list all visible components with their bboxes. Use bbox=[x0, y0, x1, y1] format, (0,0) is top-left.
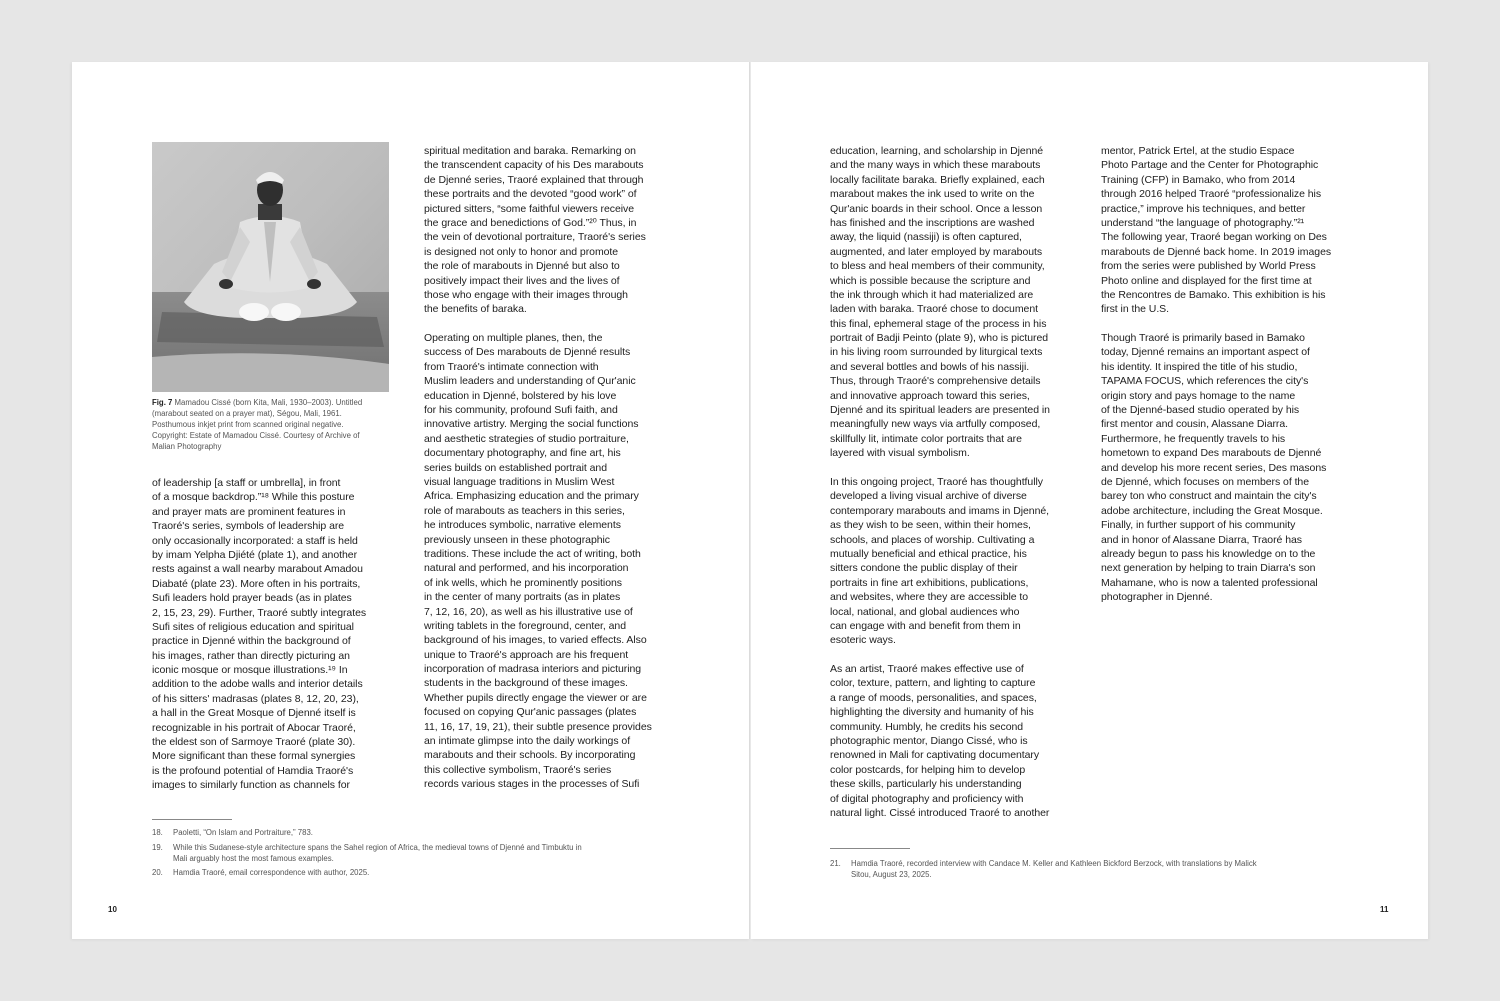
footnote-text: Hamdia Traoré, recorded interview with Candace M. Keller and Kathleen Bickford Berzock, with translations by Malick bbox=[851, 859, 1257, 868]
body-text-line: portraits in fine art exhibitions, publications, bbox=[830, 576, 1029, 589]
body-text-line: in the center of many portraits (as in plates bbox=[424, 591, 621, 604]
body-text-line: an intimate glimpse into the daily workings of bbox=[424, 735, 631, 748]
body-text-line: sitters condone the public display of their bbox=[830, 562, 1018, 575]
body-text-line: students in the background of these images. bbox=[424, 677, 628, 690]
body-text-line: of his sitters' madrasas (plates 8, 12, 20, 23), bbox=[152, 692, 359, 705]
left-page bbox=[72, 62, 750, 939]
caption-line: Mamadou Cissé (born Kita, Mali, 1930–2003). Untitled bbox=[174, 398, 363, 407]
body-text-line: as they wish to be seen, within their homes, bbox=[830, 519, 1031, 532]
page-number: 10 bbox=[108, 905, 117, 914]
body-text-line: incorporation of madrasa interiors and picturing bbox=[424, 663, 642, 676]
footnote bbox=[152, 843, 582, 865]
body-text-line: layered with visual symbolism. bbox=[830, 447, 970, 460]
body-text-line: color postcards, for helping him to develop bbox=[830, 763, 1026, 776]
figure-label: Fig. 7 bbox=[152, 398, 173, 407]
footnote-rule bbox=[830, 848, 910, 849]
body-text-line: the ink through which it had materialized are bbox=[830, 288, 1034, 301]
body-text-line: series builds on established portrait and bbox=[424, 461, 607, 474]
body-text-line: augmented, and later employed by marabouts bbox=[830, 245, 1043, 258]
footnote-text: While this Sudanese-style architecture spans the Sahel region of Africa, the medieval towns of Djenné and Timbuktu in bbox=[173, 842, 582, 852]
body-text-line: Training (CFP) in Bamako, who from 2014 bbox=[1101, 173, 1296, 186]
body-text-line: the vein of devotional portraiture, Traoré's series bbox=[424, 231, 646, 244]
body-text-line: origin story and pays homage to the name bbox=[1101, 389, 1296, 402]
body-text-line: The following year, Traoré began working on Des bbox=[1101, 231, 1327, 244]
body-text-line: only occasionally incorporated: a staff is held bbox=[152, 534, 358, 547]
body-text-line: success of Des marabouts de Djenné results bbox=[424, 346, 631, 359]
body-text-line: Photo online and displayed for the first time at bbox=[1101, 274, 1312, 287]
body-text-line: Whether pupils directly engage the viewer or are bbox=[424, 691, 647, 704]
body-text-line: the benefits of baraka. bbox=[424, 303, 527, 316]
body-text-line: a range of moods, personalities, and spaces, bbox=[830, 691, 1037, 704]
body-text-line: Diabaté (plate 23). More often in his portraits, bbox=[152, 577, 361, 590]
body-text-line: Qur'anic boards in their school. Once a lesson bbox=[830, 202, 1043, 215]
body-text-line: esoteric ways. bbox=[830, 634, 896, 647]
body-text-line: hometown to expand Des marabouts de Djenné bbox=[1101, 447, 1322, 460]
body-text-line: by imam Yelpha Djiété (plate 1), and another bbox=[152, 548, 358, 561]
body-text-line: color, texture, pattern, and lighting to capture bbox=[830, 677, 1036, 690]
body-text-line: 11, 16, 17, 19, 21), their subtle presence provides bbox=[424, 720, 652, 733]
body-text-line: role of marabouts as teachers in this series, bbox=[424, 504, 625, 517]
body-text-line: traditions. These include the act of writing, both bbox=[424, 547, 641, 560]
body-text-line: already begun to pass his knowledge on to the bbox=[1101, 547, 1316, 560]
body-text-line: marabouts de Djenné back home. In 2019 images bbox=[1101, 245, 1332, 258]
body-text-line: mutually beneficial and ethical practice, his bbox=[830, 547, 1027, 560]
body-text-line: practice in Djenné within the background of bbox=[152, 635, 351, 648]
body-text-line: marabouts and their schools. By incorporating bbox=[424, 749, 636, 762]
footnote-text: Mali arguably host the most famous examples. bbox=[173, 853, 334, 863]
body-text-line: unique to Traoré's approach are his frequent bbox=[424, 648, 629, 661]
body-text-line: meaningfully new ways via artfully composed, bbox=[830, 418, 1041, 431]
body-text-line: Thus, through Traoré's comprehensive details bbox=[830, 375, 1041, 388]
body-text-line: Africa. Emphasizing education and the primary bbox=[424, 490, 639, 503]
caption-line: Posthumous inkjet print from scanned original negative. bbox=[152, 420, 344, 429]
body-text-line: the transcendent capacity of his Des marabouts bbox=[424, 159, 644, 172]
body-text-line: education, learning, and scholarship in Djenné bbox=[830, 145, 1044, 157]
footnote bbox=[152, 828, 582, 839]
figure-caption bbox=[152, 397, 362, 452]
body-text-line: documentary photography, and fine art, his bbox=[424, 447, 621, 460]
body-text-line: and develop his more recent series, Des masons bbox=[1101, 461, 1327, 474]
body-text-line: Photo Partage and the Center for Photographic bbox=[1101, 159, 1319, 172]
figure-photo bbox=[152, 142, 389, 392]
body-text-line: contemporary marabouts and imams in Djenné, bbox=[830, 504, 1050, 517]
caption-line: (marabout seated on a prayer mat), Ségou, Mali, 1961. bbox=[152, 409, 342, 418]
body-text-line: is the profound potential of Hamdia Traoré's bbox=[152, 764, 354, 777]
body-text-line: recognizable in his portrait of Abocar Traoré, bbox=[152, 721, 356, 734]
caption-line: Malian Photography bbox=[152, 442, 222, 451]
body-text-line: background of his images, to varied effects. Also bbox=[424, 634, 647, 647]
footnotes bbox=[152, 828, 582, 883]
caption-line: Copyright: Estate of Mamadou Cissé. Courtesy of Archive of bbox=[152, 431, 360, 440]
body-text-line: positively impact their lives and the lives of bbox=[424, 274, 620, 287]
body-text-line: those who engage with their images through bbox=[424, 288, 628, 301]
body-text-line: this collective symbolism, Traoré's series bbox=[424, 763, 612, 776]
footnote-number: 20. bbox=[152, 868, 163, 878]
body-text-line: he introduces symbolic, narrative elements bbox=[424, 519, 621, 532]
body-text-line: pictured sitters, “some faithful viewers receive bbox=[424, 202, 635, 215]
body-text-line: his images, rather than directly picturing an bbox=[152, 649, 350, 662]
body-text-line: natural light. Cissé introduced Traoré to another bbox=[830, 806, 1050, 819]
body-text-line: and websites, where they are accessible to bbox=[830, 591, 1029, 604]
body-text-line: Sufi sites of religious education and spiritual bbox=[152, 620, 354, 633]
body-text-line: community. Humbly, he credits his second bbox=[830, 720, 1024, 733]
body-text-line: adobe architecture, including the Great Mosque. bbox=[1101, 504, 1323, 517]
body-text-line: his identity. It inspired the title of his studio, bbox=[1101, 360, 1298, 373]
body-text-line: marabout makes the ink used to write on the bbox=[830, 188, 1035, 201]
body-text-line: Sufi leaders hold prayer beads (as in plates bbox=[152, 592, 352, 605]
body-text-line: education in Djenné, bolstered by his love bbox=[424, 389, 617, 402]
body-text-line: the eldest son of Sarmoye Traoré (plate 30). bbox=[152, 736, 356, 749]
body-text-line: a hall in the Great Mosque of Djenné itself is bbox=[152, 707, 356, 720]
body-text-line: and innovative approach toward this series, bbox=[830, 389, 1030, 402]
body-text-line: through 2016 helped Traoré “professionalize his bbox=[1101, 188, 1322, 201]
body-text-line: spiritual meditation and baraka. Remarking on bbox=[424, 145, 636, 157]
body-text-line: is designed not only to honor and promote bbox=[424, 245, 619, 258]
right-column-1 bbox=[830, 144, 1050, 820]
body-text-line: focused on copying Qur'anic passages (plates bbox=[424, 706, 637, 719]
body-text-line: As an artist, Traoré makes effective use of bbox=[830, 663, 1024, 676]
body-text-line: photographer in Djenné. bbox=[1101, 591, 1213, 604]
body-text-line: of a mosque backdrop.”¹⁸ While this posture bbox=[152, 491, 355, 504]
body-text-line: iconic mosque or mosque illustrations.¹⁹ In bbox=[152, 664, 348, 677]
body-text-line: understand “the language of photography.”²¹ bbox=[1101, 216, 1305, 229]
body-text-line: which is possible because the scripture and bbox=[830, 274, 1031, 287]
body-text-line: renowned in Mali for captivating documentary bbox=[830, 749, 1040, 762]
body-text-line: of digital photography and proficiency with bbox=[830, 792, 1024, 805]
body-text-line: the role of marabouts in Djenné but also to bbox=[424, 260, 620, 273]
body-text-line: locally facilitate baraka. Briefly explained, each bbox=[830, 173, 1045, 186]
body-text-line: these skills, particularly his understanding bbox=[830, 778, 1022, 791]
body-text-line: local, national, and global audiences who bbox=[830, 605, 1020, 618]
body-text-line: Finally, in further support of his community bbox=[1101, 519, 1296, 532]
body-text-line: highlighting the diversity and humanity of his bbox=[830, 706, 1034, 719]
footnote-text: Sitou, August 23, 2025. bbox=[851, 869, 932, 879]
paragraph-gap bbox=[1101, 317, 1331, 331]
paragraph-gap bbox=[424, 317, 652, 331]
body-text-line: can engage with and benefit from them in bbox=[830, 619, 1021, 632]
body-text-line: rests against a wall nearby marabout Amadou bbox=[152, 563, 363, 576]
left-column-1 bbox=[152, 476, 366, 793]
body-text-line: to bless and heal members of their community, bbox=[830, 260, 1045, 273]
body-text-line: Muslim leaders and understanding of Qur'anic bbox=[424, 375, 636, 388]
body-text-line: Traoré's series, symbols of leadership are bbox=[152, 520, 345, 533]
footnote bbox=[830, 859, 1257, 881]
body-text-line: skillfully lit, intimate color portraits that are bbox=[830, 432, 1022, 445]
body-text-line: barey ton who construct and maintain the city's bbox=[1101, 490, 1317, 503]
body-text-line: previously unseen in these photographic bbox=[424, 533, 611, 546]
body-text-line: from Traoré's intimate connection with bbox=[424, 360, 599, 373]
footnote-text: Paoletti, “On Islam and Portraiture,” 783. bbox=[173, 828, 313, 837]
page-number: 11 bbox=[1380, 905, 1389, 914]
body-text-line: away, the liquid (nassiji) is often captured, bbox=[830, 231, 1022, 244]
photo-image bbox=[152, 142, 389, 392]
left-column-2 bbox=[424, 144, 652, 792]
body-text-line: the Rencontres de Bamako. This exhibition is his bbox=[1101, 288, 1326, 301]
footnote-number: 19. bbox=[152, 842, 163, 852]
body-text-line: Operating on multiple planes, then, the bbox=[424, 332, 603, 345]
body-text-line: schools, and places of worship. Cultivating a bbox=[830, 533, 1035, 546]
body-text-line: images to similarly function as channels for bbox=[152, 779, 350, 792]
body-text-line: first in the U.S. bbox=[1101, 303, 1170, 316]
footnote-text: Hamdia Traoré, email correspondence with author, 2025. bbox=[173, 868, 370, 878]
body-text-line: de Djenné series, Traoré explained that through bbox=[424, 173, 644, 186]
body-text-line: innovative artistry. Merging the social functions bbox=[424, 418, 639, 431]
body-text-line: next generation by helping to train Diarra's son bbox=[1101, 562, 1316, 575]
right-page bbox=[751, 62, 1428, 939]
footnote-rule bbox=[152, 819, 232, 820]
body-text-line: visual language traditions in Muslim West bbox=[424, 475, 615, 488]
body-text-line: first mentor and cousin, Alassane Diarra. bbox=[1101, 418, 1289, 431]
body-text-line: and in honor of Alassane Diarra, Traoré has bbox=[1101, 533, 1302, 546]
body-text-line: and aesthetic strategies of studio portraiture, bbox=[424, 432, 629, 445]
body-text-line: de Djenné, which focuses on members of the bbox=[1101, 475, 1310, 488]
body-text-line: writing tablets in the foreground, center, and bbox=[424, 619, 626, 632]
body-text-line: 7, 12, 16, 20), as well as his illustrative use of bbox=[424, 605, 633, 618]
body-text-line: of the Djenné-based studio operated by his bbox=[1101, 404, 1300, 417]
body-text-line: and prayer mats are prominent features in bbox=[152, 505, 346, 518]
body-text-line: More significant than these formal synergies bbox=[152, 750, 356, 763]
body-text-line: photographic mentor, Diango Cissé, who is bbox=[830, 735, 1028, 748]
body-text-line: In this ongoing project, Traoré has thoughtfully bbox=[830, 475, 1043, 488]
body-text-line: today, Djenné remains an important aspect of bbox=[1101, 346, 1310, 359]
body-text-line: portrait of Badji Peinto (plate 9), who is pictured bbox=[830, 332, 1049, 345]
body-text-line: Djenné and its spiritual leaders are presented in bbox=[830, 404, 1050, 417]
body-text-line: these portraits and the devoted “good work” of bbox=[424, 188, 637, 201]
body-text-line: practice,” improve his techniques, and better bbox=[1101, 202, 1306, 215]
footnotes bbox=[830, 859, 1257, 885]
footnote-number: 18. bbox=[152, 828, 163, 837]
body-text-line: for his community, profound Sufi faith, and bbox=[424, 404, 618, 417]
body-text-line: and several bottles and bowls of his nassiji. bbox=[830, 360, 1030, 373]
body-text-line: Mahamane, who is now a talented professional bbox=[1101, 576, 1318, 589]
body-text-line: of ink wells, which he prominently positions bbox=[424, 576, 622, 589]
body-text-line: TAPAMA FOCUS, which references the city's bbox=[1101, 375, 1309, 388]
body-text-line: of leadership [a staff or umbrella], in front bbox=[152, 477, 341, 489]
body-text-line: natural and performed, and his incorporation bbox=[424, 562, 629, 575]
body-text-line: laden with baraka. Traoré chose to document bbox=[830, 303, 1038, 316]
footnote bbox=[152, 868, 582, 879]
body-text-line: has finished and the inscriptions are washed bbox=[830, 216, 1035, 229]
body-text-line: the grace and benedictions of God.”²⁰ Thus, in bbox=[424, 216, 637, 229]
footnote-number: 21. bbox=[830, 859, 841, 868]
body-text-line: Though Traoré is primarily based in Bamako bbox=[1101, 332, 1305, 345]
body-text-line: developed a living visual archive of diverse bbox=[830, 490, 1027, 503]
right-column-2 bbox=[1101, 144, 1331, 605]
paragraph-gap bbox=[830, 461, 1050, 475]
body-text-line: records various stages in the processes of Sufi bbox=[424, 778, 640, 791]
paragraph-gap bbox=[830, 648, 1050, 662]
body-text-line: from the series were published by World Press bbox=[1101, 260, 1316, 273]
body-text-line: Furthermore, he frequently travels to his bbox=[1101, 432, 1286, 445]
body-text-line: in his living room surrounded by liturgical texts bbox=[830, 346, 1043, 359]
body-text-line: this final, ephemeral stage of the process in his bbox=[830, 317, 1047, 330]
body-text-line: mentor, Patrick Ertel, at the studio Espace bbox=[1101, 145, 1295, 157]
body-text-line: addition to the adobe walls and interior details bbox=[152, 678, 363, 691]
body-text-line: and the many ways in which these marabouts bbox=[830, 159, 1041, 172]
body-text-line: 2, 15, 23, 29). Further, Traoré subtly integrates bbox=[152, 606, 367, 619]
